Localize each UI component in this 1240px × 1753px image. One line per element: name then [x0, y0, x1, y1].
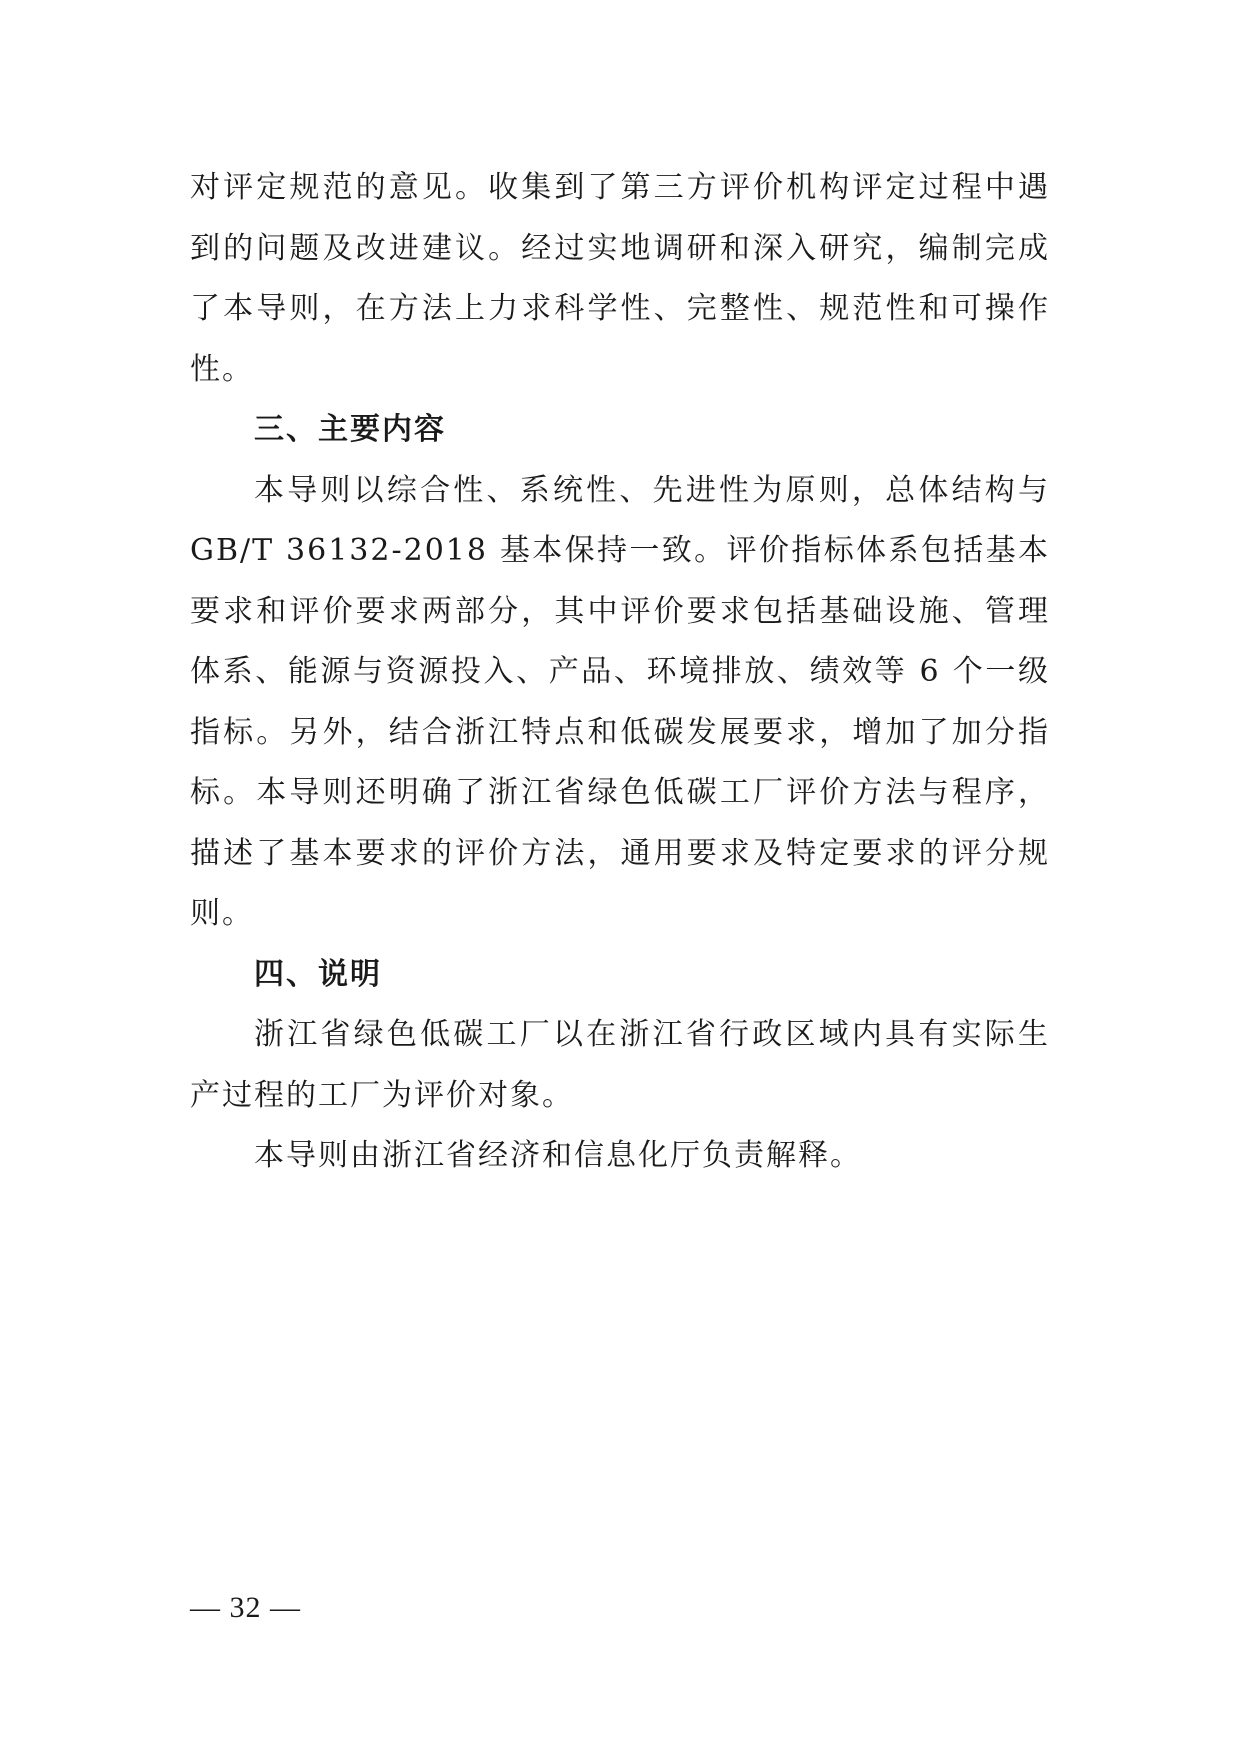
- section-heading-explanation: 四、说明: [254, 956, 382, 992]
- section-heading-main-content: 三、主要内容: [254, 412, 446, 447]
- continued-paragraph: 对评定规范的意见。收集到了第三方评价机构评定过程中遇到的问题及改进建议。经过实地调研和深入研究，编制完成了本导则，在方法上力求科学性、完整性、规范性和可操作性。: [190, 170, 1050, 387]
- explanation-paragraph-interpretation: 本导则由浙江省经济和信息化厅负责解释。: [254, 1138, 862, 1173]
- explanation-paragraph-scope: 浙江省绿色低碳工厂以在浙江省行政区域内具有实际生产过程的工厂为评价对象。: [190, 1017, 1050, 1113]
- page-number: — 32 —: [190, 1591, 301, 1624]
- main-content-paragraph: 本导则以综合性、系统性、先进性为原则，总体结构与GB/T 36132-2018 基本保持一致。评价指标体系包括基本要求和评价要求两部分，其中评价要求包括基础设施、管理体系、能源与资源投入、产品、环境排放、绩效等 6 个一级指标。另外，结合浙江特点和低碳发展要求，增加了加分指标。本导则还明确了浙江省绿色低碳工厂评价方法与程序，描述了基本要求的评价方法，通用要求及特定要求的评分规则。: [190, 472, 1050, 931]
- document-body: [190, 158, 1050, 1187]
